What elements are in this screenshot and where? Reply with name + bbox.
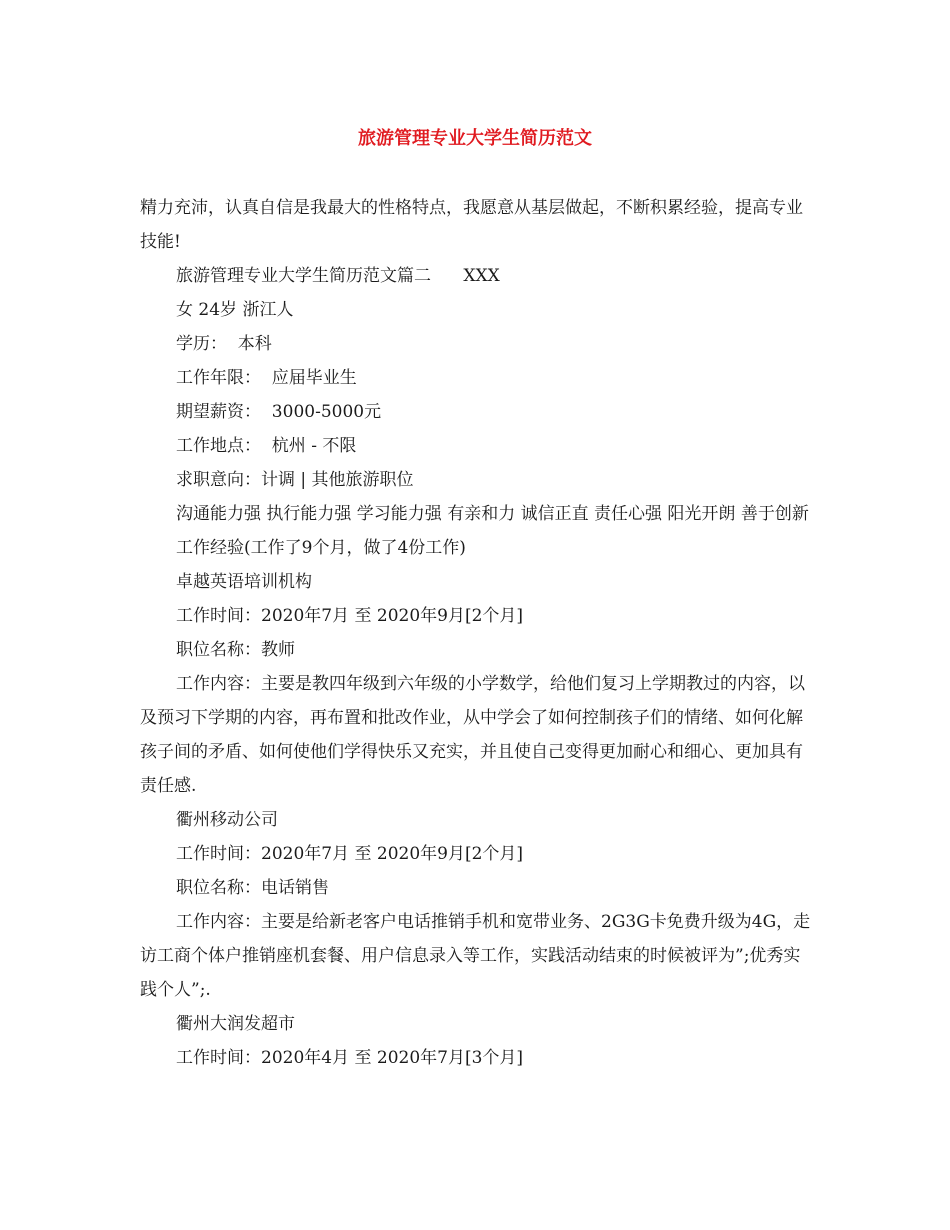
paragraph: 旅游管理专业大学生简历范文篇二 XXX [176,266,500,286]
paragraph: 工作内容：主要是教四年级到六年级的小学数学，给他们复习上学期教过的内容，以及预习下学期的内容，再布置和批改作业，从中学会了如何控制孩子们的情绪、如何化解孩子间的矛盾、如何使他们学得快乐又充实，并且使自己变得更加耐心和细心、更加具有责任感. [140,674,805,796]
paragraph: 衢州移动公司 [176,810,278,830]
paragraph: 工作时间：2020年7月 至 2020年9月[2个月] [176,606,524,626]
paragraph: 工作经验(工作了9个月，做了4份工作) [176,538,466,558]
paragraph: 学历： 本科 [176,334,272,354]
paragraph: 精力充沛，认真自信是我最大的性格特点，我愿意从基层做起，不断积累经验，提高专业技能! [140,198,803,252]
paragraph: 女 24岁 浙江人 [176,300,294,320]
paragraph: 求职意向：计调 | 其他旅游职位 [176,470,414,490]
document-body [140,191,812,1075]
paragraph: 衢州大润发超市 [176,1014,295,1034]
paragraph: 职位名称：电话销售 [176,878,329,898]
paragraph: 期望薪资： 3000-5000元 [176,402,382,422]
paragraph: 工作年限： 应届毕业生 [176,368,357,388]
document-title: 旅游管理专业大学生简历范文 [358,128,592,149]
paragraph: 沟通能力强 执行能力强 学习能力强 有亲和力 诚信正直 责任心强 阳光开朗 善于创新 [176,504,809,524]
paragraph: 工作时间：2020年7月 至 2020年9月[2个月] [176,844,524,864]
paragraph: 工作内容：主要是给新老客户电话推销手机和宽带业务、2G3G卡免费升级为4G，走访工商个体户推销座机套餐、用户信息录入等工作，实践活动结束的时候被评为”;优秀实践个人”;. [140,912,811,1000]
paragraph: 卓越英语培训机构 [176,572,312,592]
paragraph: 工作地点： 杭州 - 不限 [176,436,357,456]
paragraph: 工作时间：2020年4月 至 2020年7月[3个月] [176,1048,524,1068]
paragraph: 职位名称：教师 [176,640,295,660]
